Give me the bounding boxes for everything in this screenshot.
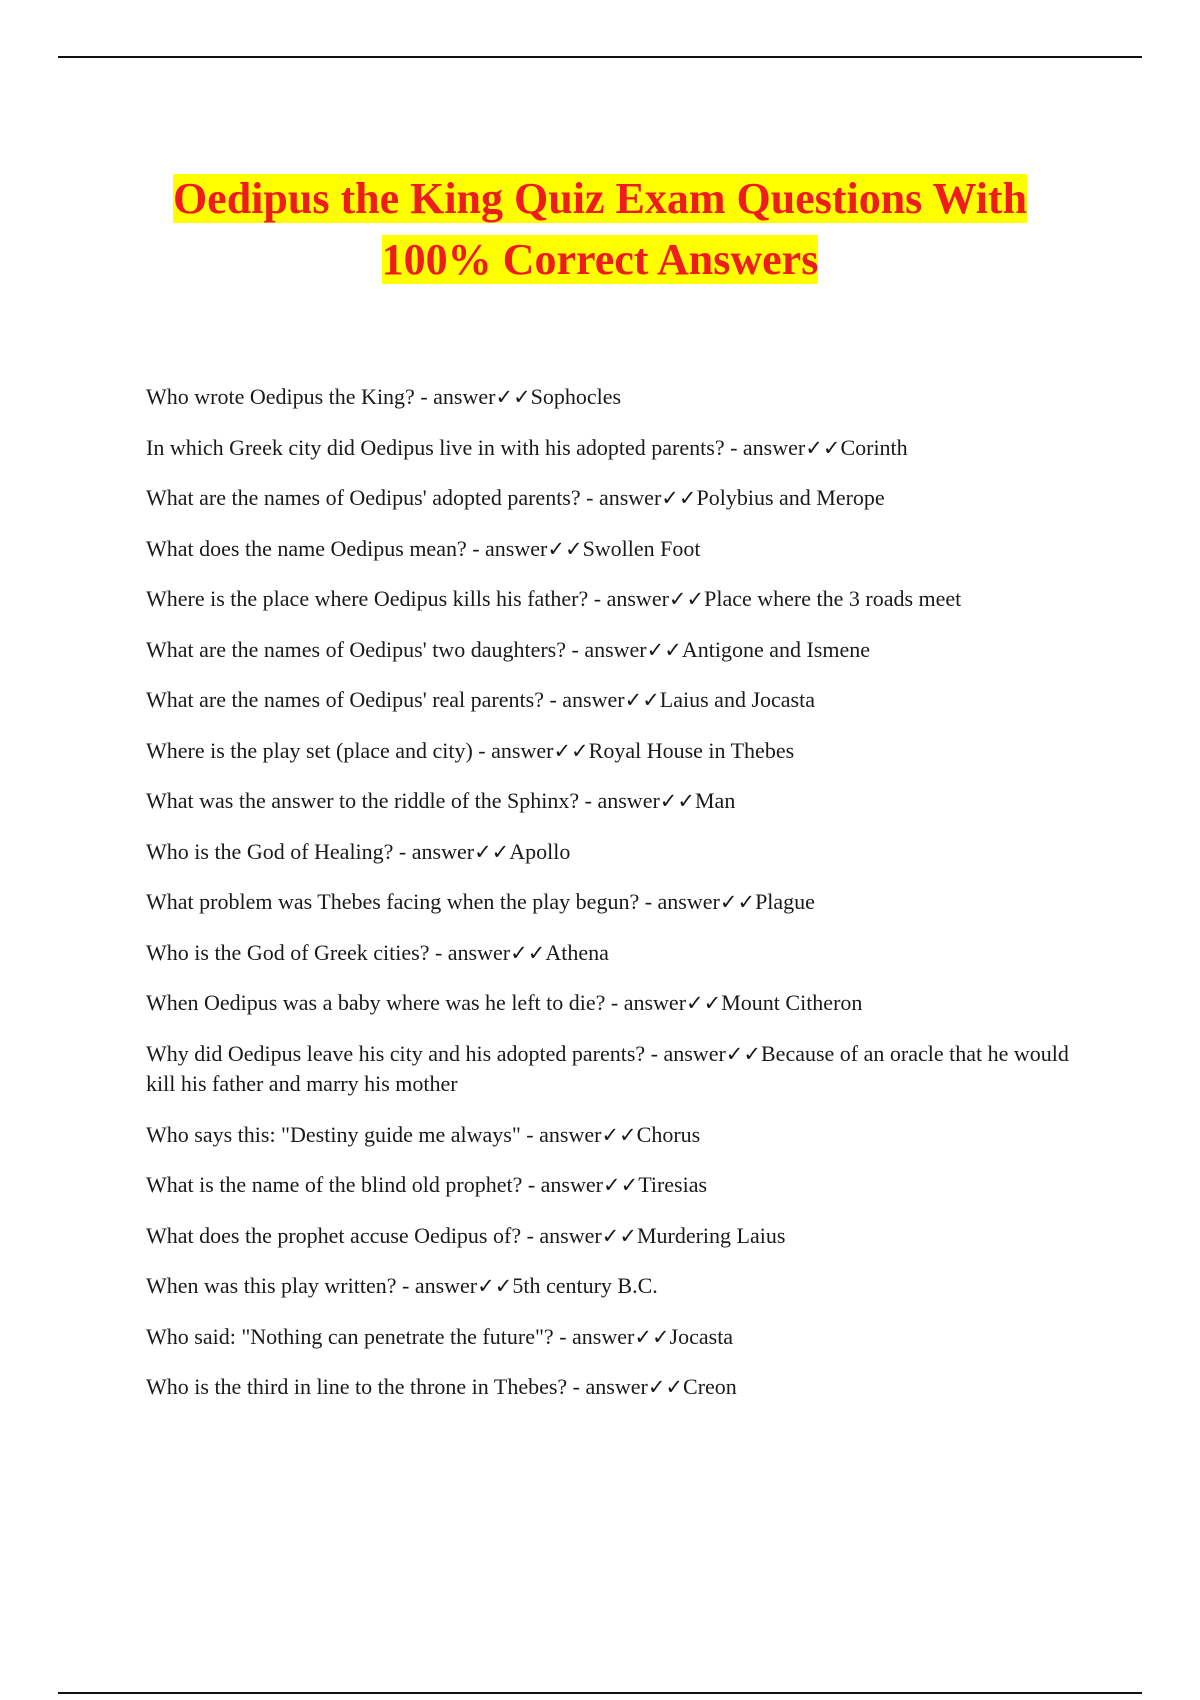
double-check-icon: ✓✓ xyxy=(547,536,583,561)
answer-text: Because of an oracle that he would kill his father and marry his mother xyxy=(146,1040,1069,1096)
question-text: In which Greek city did Oedipus live in with his adopted parents? - xyxy=(146,434,743,460)
question-text: Who wrote Oedipus the King? - xyxy=(146,384,434,409)
title-line-2: 100% Correct Answers xyxy=(381,235,819,284)
double-check-icon: ✓✓ xyxy=(601,1223,637,1248)
answer-prefix: answer xyxy=(585,1374,648,1399)
question-text: What was the answer to the riddle of the Sphinx? - xyxy=(146,788,598,813)
double-check-icon: ✓✓ xyxy=(624,688,660,712)
qa-item xyxy=(146,938,1086,969)
question-text: What are the names of Oedipus' two daughters? - xyxy=(146,636,585,662)
answer-text: Place where the 3 roads meet xyxy=(704,586,962,611)
question-text: What does the name Oedipus mean? - xyxy=(146,535,486,561)
double-check-icon: ✓✓ xyxy=(686,991,722,1015)
answer-prefix: answer xyxy=(657,889,720,914)
answer-prefix: answer xyxy=(414,1273,478,1298)
qa-item xyxy=(146,685,1086,716)
question-text: Where is the place where Oedipus kills his father? - xyxy=(146,586,607,611)
question-text: Who is the God of Greek cities? - xyxy=(146,939,448,965)
answer-text: Tiresias xyxy=(638,1172,708,1197)
answer-prefix: answer xyxy=(584,636,647,662)
answer-prefix: answer xyxy=(562,687,625,712)
document-title xyxy=(100,168,1100,290)
answer-text: Polybius and Merope xyxy=(696,485,885,510)
double-check-icon: ✓✓ xyxy=(553,738,589,763)
double-check-icon: ✓✓ xyxy=(634,1324,670,1349)
answer-prefix: answer xyxy=(540,1172,603,1197)
answer-text: Man xyxy=(695,788,736,813)
double-check-icon: ✓✓ xyxy=(659,789,695,813)
qa-item xyxy=(146,1120,1086,1151)
question-text: Who says this: "Destiny guide me always" - xyxy=(146,1121,540,1147)
question-text: Who said: "Nothing can penetrate the future"? - xyxy=(146,1323,573,1349)
question-text: Who is the third in line to the throne in Thebes? - xyxy=(146,1374,586,1399)
qa-item xyxy=(146,736,1086,767)
top-rule xyxy=(58,56,1142,58)
answer-text: Apollo xyxy=(509,838,571,864)
answer-prefix: answer xyxy=(742,434,806,460)
qa-item xyxy=(146,1221,1086,1252)
answer-prefix: answer xyxy=(663,1040,726,1066)
answer-text: Jocasta xyxy=(669,1323,734,1349)
answer-text: Antigone and Ismene xyxy=(681,636,871,662)
qa-item xyxy=(146,1372,1086,1403)
double-check-icon: ✓✓ xyxy=(477,1274,513,1298)
answer-text: Royal House in Thebes xyxy=(588,737,795,763)
double-check-icon: ✓✓ xyxy=(510,940,546,965)
qa-item xyxy=(146,483,1086,514)
double-check-icon: ✓✓ xyxy=(668,587,705,611)
answer-text: Creon xyxy=(683,1374,737,1399)
question-text: Why did Oedipus leave his city and his adopted parents? - xyxy=(146,1040,664,1066)
question-text: What problem was Thebes facing when the play begun? - xyxy=(146,889,658,914)
qa-item xyxy=(146,988,1086,1019)
answer-text: Mount Citheron xyxy=(721,990,863,1015)
double-check-icon: ✓✓ xyxy=(602,1173,639,1197)
double-check-icon: ✓✓ xyxy=(647,1375,684,1399)
qa-item xyxy=(146,584,1086,615)
answer-text: Murdering Laius xyxy=(636,1222,786,1248)
answer-prefix: answer xyxy=(598,485,662,510)
qa-item xyxy=(146,887,1086,918)
answer-text: 5th century B.C. xyxy=(512,1273,658,1298)
answer-prefix: answer xyxy=(597,788,660,813)
question-text: What are the names of Oedipus' real parents? - xyxy=(146,687,563,712)
answer-prefix: answer xyxy=(485,535,548,561)
qa-item xyxy=(146,433,1086,464)
answer-text: Sophocles xyxy=(530,384,622,409)
qa-item xyxy=(146,534,1086,565)
answer-text: Corinth xyxy=(840,434,908,460)
qa-list xyxy=(146,382,1086,1423)
question-text: What is the name of the blind old prophet? - xyxy=(146,1172,541,1197)
answer-text: Chorus xyxy=(636,1121,701,1147)
answer-prefix: answer xyxy=(447,939,511,965)
qa-item xyxy=(146,1271,1086,1302)
answer-text: Laius and Jocasta xyxy=(659,687,815,712)
question-text: What does the prophet accuse Oedipus of? - xyxy=(146,1222,540,1248)
qa-item xyxy=(146,1170,1086,1201)
double-check-icon: ✓✓ xyxy=(601,1122,637,1147)
question-text: When was this play written? - xyxy=(146,1273,415,1298)
question-text: When Oedipus was a baby where was he left to die? - xyxy=(146,990,624,1015)
qa-item xyxy=(146,1322,1086,1353)
double-check-icon: ✓✓ xyxy=(805,435,841,460)
answer-prefix: answer xyxy=(623,990,687,1015)
double-check-icon: ✓✓ xyxy=(646,637,682,662)
qa-item xyxy=(146,382,1086,413)
answer-prefix: answer xyxy=(433,384,496,409)
answer-prefix: answer xyxy=(491,737,554,763)
qa-item xyxy=(146,837,1086,868)
title-line-1: Oedipus the King Quiz Exam Questions With xyxy=(172,174,1028,223)
qa-item xyxy=(146,786,1086,817)
double-check-icon: ✓✓ xyxy=(474,839,510,864)
double-check-icon: ✓✓ xyxy=(495,385,531,409)
question-text: Who is the God of Healing? - xyxy=(146,838,412,864)
answer-prefix: answer xyxy=(539,1222,602,1248)
double-check-icon: ✓✓ xyxy=(725,1041,761,1066)
qa-item xyxy=(146,1039,1086,1100)
bottom-rule xyxy=(58,1692,1142,1694)
answer-prefix: answer xyxy=(606,586,669,611)
answer-text: Plague xyxy=(755,889,815,914)
answer-prefix: answer xyxy=(411,838,475,864)
double-check-icon: ✓✓ xyxy=(719,890,756,914)
answer-prefix: answer xyxy=(539,1121,602,1147)
answer-text: Athena xyxy=(545,939,609,965)
question-text: Where is the play set (place and city) - xyxy=(146,737,492,763)
answer-prefix: answer xyxy=(572,1323,635,1349)
qa-item xyxy=(146,635,1086,666)
answer-text: Swollen Foot xyxy=(582,535,701,561)
question-text: What are the names of Oedipus' adopted parents? - xyxy=(146,485,599,510)
double-check-icon: ✓✓ xyxy=(661,486,697,510)
